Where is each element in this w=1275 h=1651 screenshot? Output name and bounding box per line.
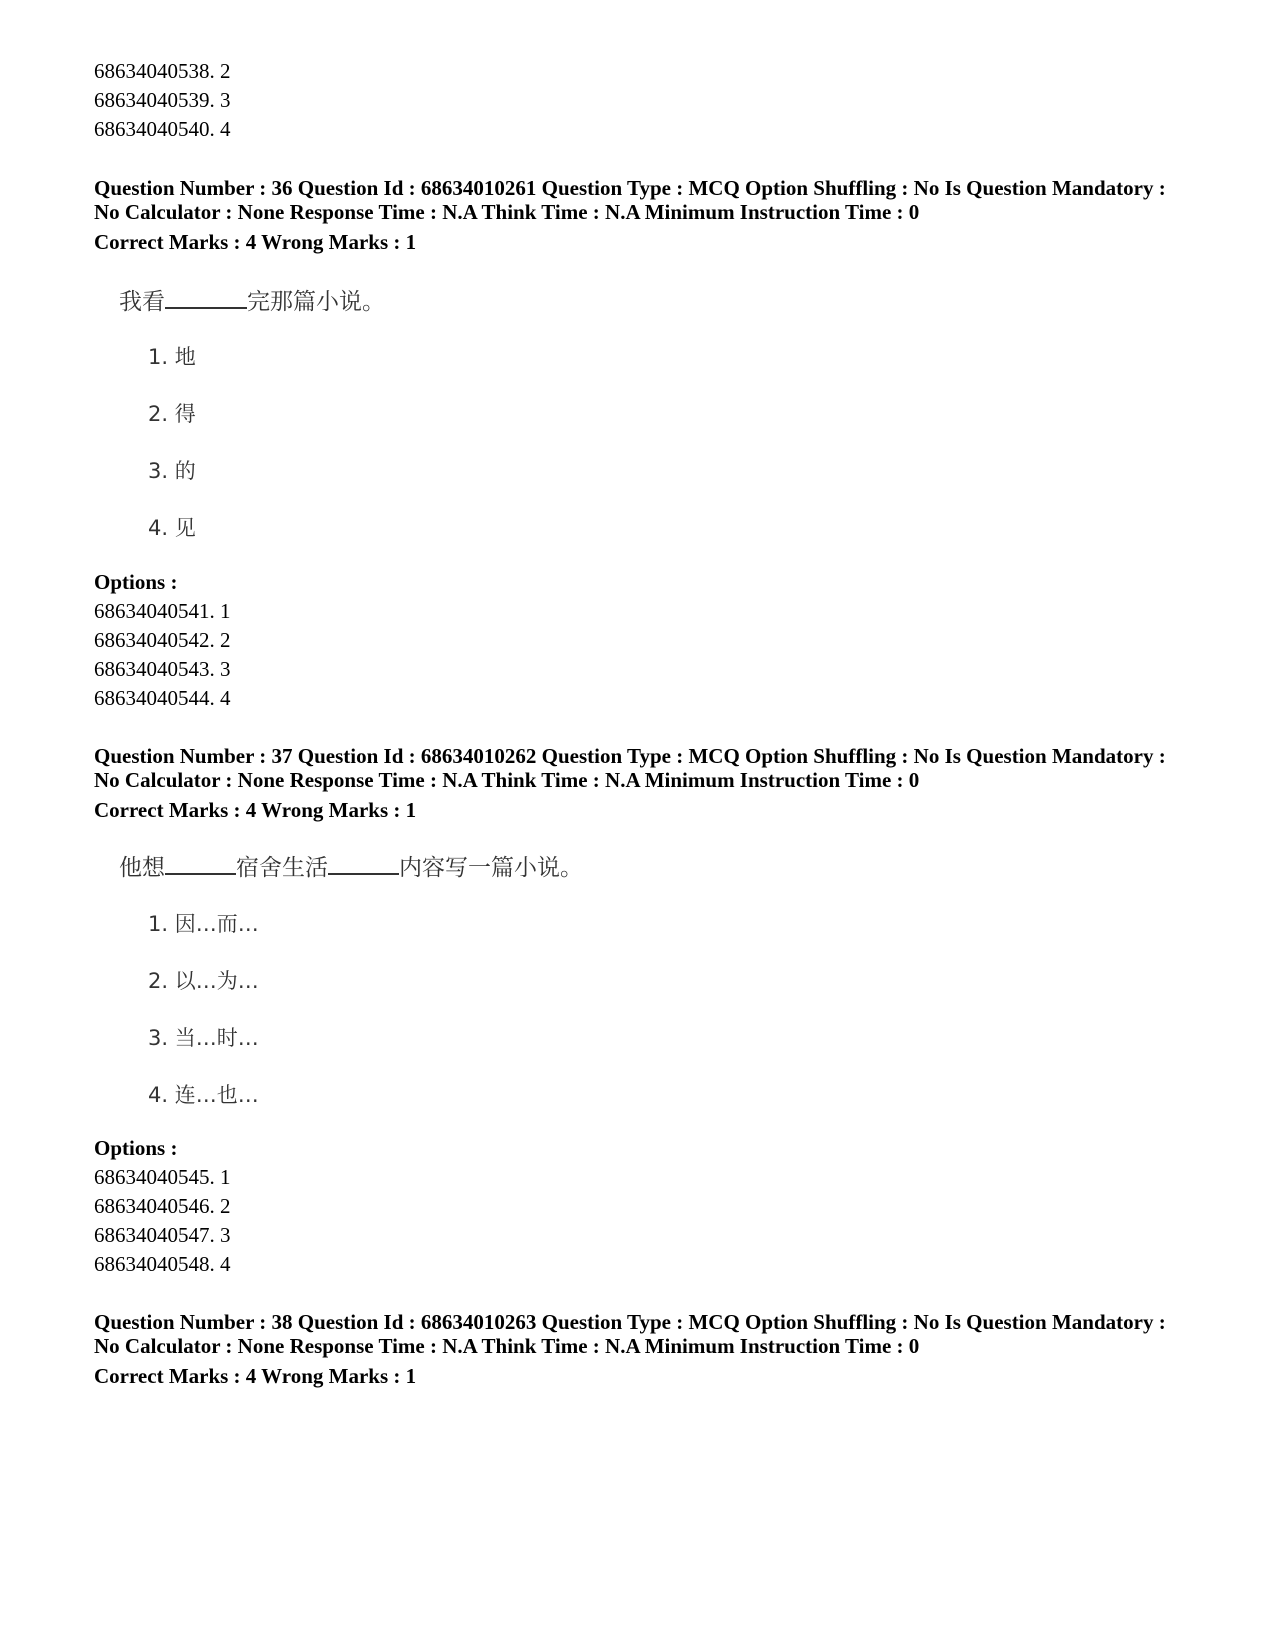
fill-blank [165,855,236,875]
option-line: 68634040543. 3 [94,657,231,681]
question-36-meta [94,176,1166,257]
question-37-meta [94,744,1166,825]
question-36-options [94,568,231,713]
option-line: 68634040547. 3 [94,1223,231,1247]
question-37-choice-2: 2. 以…为… [148,969,259,993]
stem-part: 我看 [119,289,165,315]
question-37-choice-4: 4. 连…也… [148,1083,259,1107]
question-marks: Correct Marks : 4 Wrong Marks : 1 [94,1364,417,1388]
stem-part: 完那篇小说。 [247,289,385,315]
stem-part: 内容写一篇小说。 [399,855,583,881]
option-line: 68634040542. 2 [94,628,231,652]
question-meta-line-1: Question Number : 36 Question Id : 68634010261 Question Type : MCQ Option Shuffling : No Is Question Mandatory : [94,176,1166,200]
question-38-meta [94,1310,1166,1391]
question-36-choice-4: 4. 见 [148,516,196,540]
question-meta-line-2: No Calculator : None Response Time : N.A Think Time : N.A Minimum Instruction Time : 0 [94,768,920,792]
question-meta-line-1: Question Number : 37 Question Id : 68634010262 Question Type : MCQ Option Shuffling : No Is Question Mandatory : [94,744,1166,768]
stem-part: 宿舍生活 [236,855,328,881]
option-line: 68634040540. 4 [94,117,231,141]
question-meta-line-1: Question Number : 38 Question Id : 68634010263 Question Type : MCQ Option Shuffling : No Is Question Mandatory : [94,1310,1166,1334]
option-line: 68634040546. 2 [94,1194,231,1218]
fill-blank [165,289,247,309]
option-line: 68634040539. 3 [94,88,231,112]
question-37-options [94,1134,231,1279]
option-line: 68634040545. 1 [94,1165,231,1189]
question-36-stem [119,283,385,316]
question-36-choice-1: 1. 地 [148,345,196,369]
options-label: Options : [94,1136,178,1160]
option-line: 68634040544. 4 [94,686,231,710]
question-marks: Correct Marks : 4 Wrong Marks : 1 [94,798,417,822]
options-label: Options : [94,570,178,594]
question-meta-line-2: No Calculator : None Response Time : N.A Think Time : N.A Minimum Instruction Time : 0 [94,1334,920,1358]
option-line: 68634040541. 1 [94,599,231,623]
option-line: 68634040538. 2 [94,59,231,83]
question-36-choice-3: 3. 的 [148,459,196,483]
question-37-stem [119,849,583,882]
question-marks: Correct Marks : 4 Wrong Marks : 1 [94,230,417,254]
question-37-choice-1: 1. 因…而… [148,912,259,936]
previous-options-list [94,57,231,144]
stem-part: 他想 [119,855,165,881]
fill-blank [328,855,399,875]
question-37-choice-3: 3. 当…时… [148,1026,259,1050]
question-36-choice-2: 2. 得 [148,402,196,426]
option-line: 68634040548. 4 [94,1252,231,1276]
question-meta-line-2: No Calculator : None Response Time : N.A Think Time : N.A Minimum Instruction Time : 0 [94,200,920,224]
